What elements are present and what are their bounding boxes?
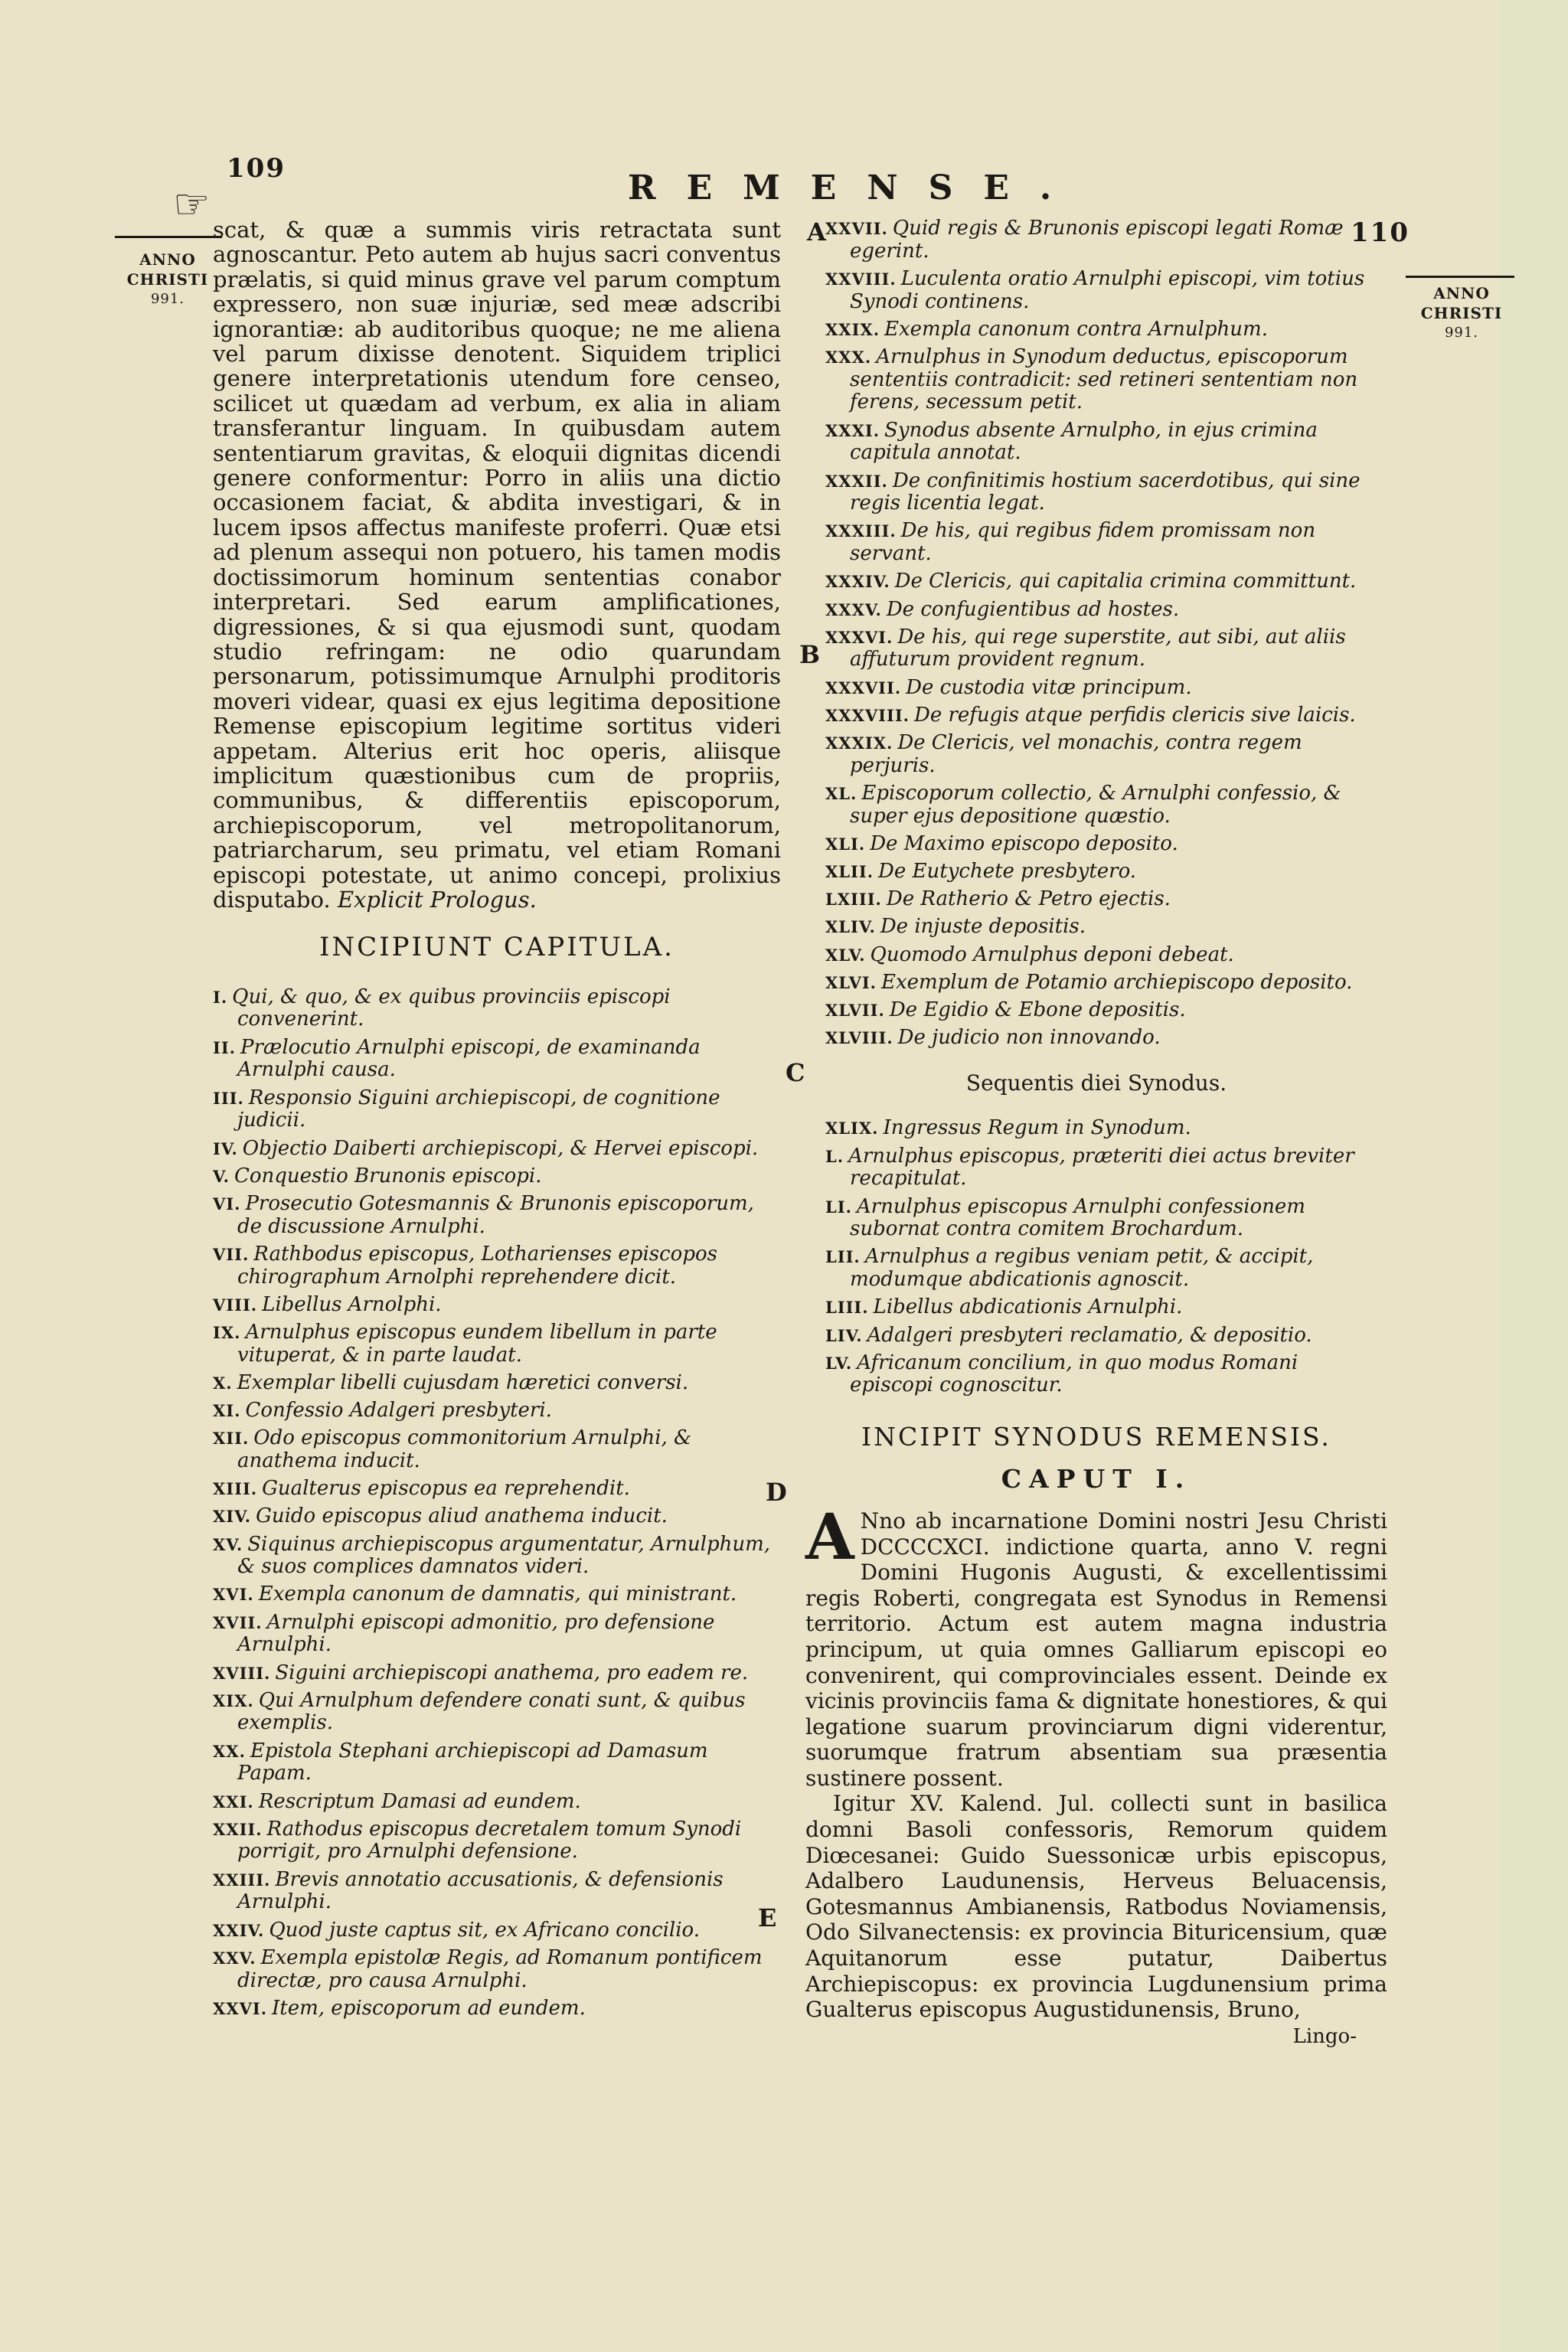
chapter-number: XXXI. — [825, 420, 880, 440]
chapter-title: Odo episcopus commonitorium Arnulphi, & anathema inducit. — [237, 1426, 692, 1472]
chapter-number: LII. — [825, 1247, 861, 1267]
chapter-number: XLII. — [825, 862, 874, 882]
chapter-number: LXIII. — [825, 890, 882, 910]
chapter-number: XXXII. — [825, 471, 888, 491]
chapter-title: Exempla canonum de damnatis, qui ministrant. — [258, 1583, 737, 1606]
chapter-number: XXXIV. — [825, 572, 890, 592]
chapter-entry — [213, 1869, 781, 1914]
chapter-title: De confinitimis hostium sacerdotibus, qui sine regis licentia legat. — [850, 469, 1361, 515]
chapter-entry — [825, 1145, 1387, 1191]
chapter-title: Quid regis & Brunonis episcopi legati Romæ egerint. — [850, 217, 1344, 263]
chapter-title: Guido episcopus aliud anathema inducit. — [256, 1504, 668, 1528]
chapter-title: De Egidio & Ebone depositis. — [889, 998, 1186, 1022]
chapter-title: Arnulphus a regibus veniam petit, & accipit, modumque abdicationis agnoscit. — [850, 1245, 1314, 1292]
margin-rule-left — [115, 236, 222, 238]
chapter-title: Rathodus episcopus decretalem tomum Synodi porrigit, pro Arnulphi defensione. — [237, 1817, 742, 1864]
chapter-entry — [825, 470, 1387, 515]
chapter-entry — [825, 599, 1387, 622]
chapter-number: IV. — [213, 1138, 238, 1158]
margin-note-left — [118, 250, 217, 309]
chapter-number: XL. — [825, 783, 858, 803]
chapter-entry — [825, 217, 1387, 263]
chapter-entry — [825, 1296, 1387, 1319]
chapter-title: Libellus abdicationis Arnulphi. — [873, 1295, 1183, 1319]
chapter-title: Item, episcoporum ad eundem. — [272, 1996, 586, 2020]
chapter-entry — [213, 1321, 781, 1367]
chapter-number: IX. — [213, 1322, 241, 1342]
chapter-entry — [825, 732, 1387, 777]
chapter-title: Epistola Stephani archiepiscopi ad Damasum Papam. — [237, 1739, 708, 1785]
chapter-title: Qui, & quo, & ex quibus provinciis episcopi convenerint. — [232, 985, 671, 1031]
chapter-title: De Clericis, qui capitalia crimina committunt. — [894, 570, 1357, 593]
chapter-number: LIII. — [825, 1298, 869, 1318]
margin-note-line1: ANNO — [1433, 284, 1490, 302]
chapter-title: Episcoporum collectio, & Arnulphi confessio, & super ejus depositione quæstio. — [850, 781, 1341, 828]
chapter-entry — [825, 570, 1387, 593]
chapter-title: Brevis annotatio accusationis, & defensionis Arnulphi. — [237, 1867, 724, 1914]
caput-heading: CAPUT I. — [1001, 1463, 1192, 1494]
chapter-title: Prælocutio Arnulphi episcopi, de examinanda Arnulphi causa. — [237, 1035, 701, 1082]
chapter-entry — [213, 1138, 781, 1161]
chapter-title: De Eutychete presbytero. — [878, 860, 1137, 884]
chapter-number: XXVI. — [213, 1998, 268, 2018]
page-edge — [1498, 0, 1568, 2352]
chapter-title: Rescriptum Damasi ad eundem. — [258, 1789, 581, 1813]
chapter-entry — [825, 833, 1387, 856]
chapter-number: XXVIII. — [825, 269, 897, 289]
chapter-number: X. — [213, 1373, 233, 1393]
chapter-entry — [825, 888, 1387, 911]
prologue-text: scat, & quæ a summis viris retractata sunt agnoscantur. Peto autem ab hujus sacri conventus prælatis, si quid minus grave vel parum comptum expressero, non suæ injuriæ, sed meæ adscribi ignorantiæ: ab auditoribus quoque; ne me aliena vel parum dixisse denotent. Siquidem triplici genere interpretationis utendum fore censeo, scilicet ut quædam ad verbum, ex alia in aliam transferantur linguam. In quibusdam autem sententiarum gravitas, & eloquii dignitas dicendi genere conformentur: Porro in aliis una dictio occasionem faciat, & abdita investigari, & in lucem ipsos affectus manifeste proferri. Quæ etsi ad plenum assequi non potuero, his tamen modis doctissimorum hominum sententias conabor interpretari. Sed earum amplificationes, digressiones, & si qua ejusmodi sunt, quodam studio refringam: ne odio quarundam personarum, potissimumque Arnulphi proditoris moveri videar, quasi ex ejus legitima depositione Remense episcopium legitime sortitus videri appetam. Alterius erit hoc operis, aliisque implicitum quæstionibus cum de propriis, communibus, & differentiis episcoporum, archiepiscoporum, vel metropolitanorum, patriarcharum, seu primatu, vel etiam Romani episcopi potestate, ut animo concepi, prolixius disputabo. — [213, 217, 781, 913]
chapter-number: XLI. — [825, 834, 866, 854]
chapter-entry — [213, 1505, 781, 1528]
chapter-number: XIV. — [213, 1507, 252, 1527]
chapter-number: LV. — [825, 1353, 853, 1373]
chapter-number: XIX. — [213, 1690, 254, 1710]
chapter-title: Exemplar libelli cujusdam hæretici conversi. — [237, 1370, 689, 1394]
chapter-title: Exempla epistolæ Regis, ad Romanum pontificem directæ, pro causa Arnulphi. — [237, 1945, 763, 1992]
chapter-title: Arnulphus episcopus eundem libellum in parte vituperat, & in parte laudat. — [237, 1320, 717, 1367]
chapter-entry — [825, 916, 1387, 939]
chapter-entry — [825, 677, 1387, 700]
chapter-number: XXIX. — [825, 319, 880, 339]
chapter-entry — [213, 1400, 781, 1423]
chapter-entry — [213, 1690, 781, 1735]
chapter-entry — [213, 1193, 781, 1238]
chapter-number: XXX. — [825, 348, 872, 368]
chapter-entry — [213, 1243, 781, 1289]
chapter-number: XXXVIII. — [825, 705, 910, 725]
chapter-number: XLVIII. — [825, 1028, 893, 1048]
chapter-title: De refugis atque perfidis clericis sive laicis. — [913, 703, 1356, 727]
chapter-title: Exempla canonum contra Arnulphum. — [884, 317, 1268, 341]
chapter-number: XLIX. — [825, 1119, 879, 1138]
chapter-title: Arnulphus episcopus, præteriti diei actus breviter recapitulat. — [848, 1144, 1354, 1191]
chapter-number: XXXIX. — [825, 733, 893, 753]
chapter-entry — [213, 1583, 781, 1606]
chapter-entry — [825, 704, 1387, 727]
chapter-title: Qui Arnulphum defendere conati sunt, & quibus exemplis. — [237, 1688, 746, 1735]
chapter-title: De judicio non innovando. — [897, 1026, 1161, 1050]
margin-rule-right — [1406, 276, 1514, 278]
left-column — [213, 217, 781, 2025]
chapter-entry — [825, 268, 1387, 313]
page-number-left: 109 — [227, 153, 286, 184]
chapter-title: Conquestio Brunonis episcopi. — [234, 1164, 542, 1187]
chapter-entry — [213, 1372, 781, 1395]
chapter-number: XIII. — [213, 1479, 258, 1499]
chapter-entry — [825, 1352, 1387, 1397]
chapter-title: Siquinus archiepiscopus argumentatur, Arnulphum, & suos complices damnatos videri. — [237, 1532, 771, 1579]
chapter-entry — [213, 1037, 781, 1082]
margin-note-year: 991. — [150, 291, 185, 307]
margin-note-year: 991. — [1444, 325, 1479, 341]
chapter-title: De Ratherio & Petro ejectis. — [886, 887, 1171, 911]
caput-paragraph-2: Igitur XV. Kalend. Jul. collecti sunt in basilica domni Basoli confessoris, Remorum quidem Diœcesanei: Guido Suessonicæ urbis episcopus, Adalbero Laudunensis, Herveus Beluacensis, Gotesmannus Ambianensis, Ratbodus Noviamensis, Odo Silvanectensis: ex provincia Bituricensium, quæ Aquitanorum esse putatur, Daibertus Archiepiscopus: ex provincia Lugdunensium prima Gualterus episcopus Augustidunensis, Bruno, — [805, 1791, 1387, 2023]
chapter-number: XV. — [213, 1534, 243, 1554]
column-letter-b: B — [799, 640, 821, 669]
chapter-entry — [825, 944, 1387, 967]
chapter-number: VI. — [213, 1194, 241, 1214]
chapter-number: I. — [213, 987, 228, 1007]
chapter-title: Siguini archiepiscopi anathema, pro eadem re. — [275, 1661, 749, 1684]
margin-note-line2: CHRISTI — [126, 270, 209, 289]
margin-note-line1: ANNO — [139, 250, 196, 269]
chapter-entry — [825, 1117, 1387, 1140]
chapter-title: Prosecutio Gotesmannis & Brunonis episcoporum, de discussione Arnulphi. — [237, 1191, 754, 1238]
chapter-number: XX. — [213, 1741, 246, 1761]
chapter-title: Adalgeri presbyteri reclamatio, & depositio. — [867, 1323, 1312, 1347]
right-column — [805, 217, 1387, 2049]
chapter-title: Arnulphus episcopus Arnulphi confessionem subornat contra comitem Brochardum. — [850, 1194, 1305, 1241]
chapter-entry — [825, 520, 1387, 565]
chapter-number: XLVI. — [825, 972, 877, 992]
chapter-title: Responsio Siguini archiepiscopi, de cognitione judicii. — [237, 1086, 720, 1132]
chapter-entry — [825, 1246, 1387, 1291]
chapter-entry — [825, 1196, 1387, 1241]
chapter-title: De Maximo episcopo deposito. — [870, 831, 1178, 855]
chapter-entry — [825, 626, 1387, 671]
chapter-number: LI. — [825, 1197, 852, 1217]
chapter-title: Arnulphus in Synodum deductus, episcoporum sententiis contradicit: sed retineri sententiam non ferens, secessum petit. — [850, 345, 1358, 414]
chapter-title: Arnulphi episcopi admonitio, pro defensione Arnulphi. — [237, 1610, 715, 1657]
chapter-number: XLVII. — [825, 1001, 885, 1021]
caput-paragraph-1 — [805, 1500, 1387, 1792]
chapter-number: XXVII. — [825, 219, 888, 238]
chapter-entry — [825, 1027, 1387, 1050]
chapter-entry — [213, 1165, 781, 1188]
chapter-entry — [213, 1087, 781, 1132]
catchword: Lingo- — [1292, 2024, 1357, 2048]
explicit-prologus: Explicit Prologus. — [337, 886, 537, 913]
chapter-number: XXII. — [213, 1819, 263, 1839]
chapter-number: L. — [825, 1146, 844, 1166]
chapter-entry — [213, 1791, 781, 1814]
column-letter-a: A — [807, 217, 826, 247]
chapter-entry — [213, 1427, 781, 1472]
chapter-entry — [825, 782, 1387, 828]
chapter-title: Objectio Daiberti archiepiscopi, & Hervei episcopi. — [242, 1136, 759, 1160]
chapter-entry — [213, 1612, 781, 1657]
column-letter-c: C — [786, 1058, 805, 1087]
chapter-title: De his, qui regibus fidem promissam non servant. — [850, 519, 1316, 566]
margin-note-line2: CHRISTI — [1420, 304, 1503, 322]
chapter-title: Africanum concilium, in quo modus Romani episcopi cognoscitur. — [850, 1351, 1298, 1397]
chapter-number: XXIII. — [213, 1870, 271, 1890]
caput-body — [805, 1500, 1387, 2049]
sequentis-heading: Sequentis diei Synodus. — [965, 1070, 1227, 1096]
chapter-number: VIII. — [213, 1295, 258, 1315]
chapter-entry — [825, 999, 1387, 1022]
chapter-entry — [825, 318, 1387, 341]
capitula-list-right — [805, 217, 1387, 1050]
capitula-list-left — [213, 986, 781, 2020]
chapter-title: Libellus Arnolphi. — [262, 1292, 442, 1316]
caput-paragraph-1-text: Nno ab incarnatione Domini nostri Jesu Christi DCCCCXCI. indictione quarta, anno V. regni Domini Hugonis Augusti, & excellentissimi regis Roberti, congregata est Synodus in Remensi territorio. Actum est autem magna industria principum, ut quia omnes Galliarum episcopi eo convenirent, qui comprovinciales essent. Deinde ex vicinis provinciis fama & dignitate honestiores, & qui legatione suarum provinciarum digni viderentur, suorumque fratrum absentiam sua præsentia sustinere possent. — [805, 1508, 1387, 1791]
chapter-number: V. — [213, 1166, 230, 1186]
chapter-title: Exemplum de Potamio archiepiscopo deposito. — [881, 970, 1353, 994]
chapter-title: Quomodo Arnulphus deponi debeat. — [870, 942, 1234, 966]
chapter-number: II. — [213, 1037, 236, 1057]
manicule-icon: ☞ — [173, 180, 211, 228]
chapter-entry — [825, 861, 1387, 884]
chapter-title: Synodus absente Arnulpho, in ejus crimina capitula annotat. — [850, 418, 1318, 465]
synodus-heading: INCIPIT SYNODUS REMENSIS. — [861, 1422, 1331, 1452]
chapter-number: XI. — [213, 1401, 241, 1421]
chapter-title: De injuste depositis. — [880, 915, 1086, 939]
chapter-title: Quod juste captus sit, ex Africano concilio. — [269, 1918, 701, 1942]
capitula-heading: INCIPIUNT CAPITULA. — [319, 932, 675, 963]
drop-cap: A — [805, 1500, 854, 1574]
chapter-number: XXI. — [213, 1792, 254, 1811]
column-letter-d: D — [766, 1478, 787, 1507]
chapter-entry — [825, 420, 1387, 465]
prologue — [213, 217, 781, 912]
chapter-entry — [213, 1947, 781, 1992]
chapter-number: XXIV. — [213, 1920, 265, 1940]
chapter-title: Confessio Adalgeri presbyteri. — [245, 1399, 552, 1423]
chapter-number: XXXIII. — [825, 521, 897, 541]
chapter-title: Luculenta oratio Arnulphi episcopi, vim totius Synodi continens. — [850, 266, 1365, 313]
chapter-number: XXXVI. — [825, 627, 893, 647]
chapter-title: Ingressus Regum in Synodum. — [883, 1116, 1191, 1140]
chapter-entry — [213, 1919, 781, 1942]
chapter-number: LIV. — [825, 1325, 863, 1345]
column-letter-e: E — [758, 1903, 777, 1932]
chapter-entry — [213, 1534, 781, 1579]
chapter-number: XXXVII. — [825, 678, 902, 697]
chapter-number: XLV. — [825, 945, 866, 965]
chapter-number: VII. — [213, 1244, 250, 1264]
chapter-entry — [825, 1325, 1387, 1348]
chapter-entry — [213, 1478, 781, 1501]
page-number-right: 110 — [1351, 217, 1410, 248]
chapter-number: XXXV. — [825, 599, 882, 619]
chapter-entry — [825, 346, 1387, 414]
chapter-title: De his, qui rege superstite, aut sibi, aut aliis affuturum provident regnum. — [850, 625, 1346, 671]
chapter-number: XII. — [213, 1429, 250, 1449]
running-title: REMENSE. — [628, 168, 1083, 207]
margin-note-right — [1410, 283, 1513, 343]
chapter-title: Gualterus episcopus ea reprehendit. — [262, 1477, 630, 1501]
chapter-number: XVI. — [213, 1585, 254, 1605]
chapter-number: XVII. — [213, 1612, 263, 1632]
chapter-entry — [825, 972, 1387, 995]
chapter-entry — [213, 1294, 781, 1317]
chapter-entry — [213, 1662, 781, 1685]
chapter-title: De confugientibus ad hostes. — [886, 597, 1180, 621]
chapter-title: De Clericis, vel monachis, contra regem perjuris. — [850, 731, 1302, 777]
chapter-title: De custodia vitæ principum. — [906, 675, 1192, 699]
chapter-entry — [213, 1998, 781, 2020]
chapter-entry — [213, 1818, 781, 1864]
chapter-number: XVIII. — [213, 1663, 271, 1683]
chapter-number: III. — [213, 1088, 244, 1108]
chapter-number: XLIV. — [825, 917, 876, 937]
chapter-entry — [213, 1740, 781, 1785]
capitula-list-right-2 — [805, 1117, 1387, 1397]
chapter-number: XXV. — [213, 1948, 256, 1968]
chapter-entry — [213, 986, 781, 1031]
chapter-title: Rathbodus episcopus, Lotharienses episcopos chirographum Arnolphi reprehendere dicit. — [237, 1242, 717, 1289]
